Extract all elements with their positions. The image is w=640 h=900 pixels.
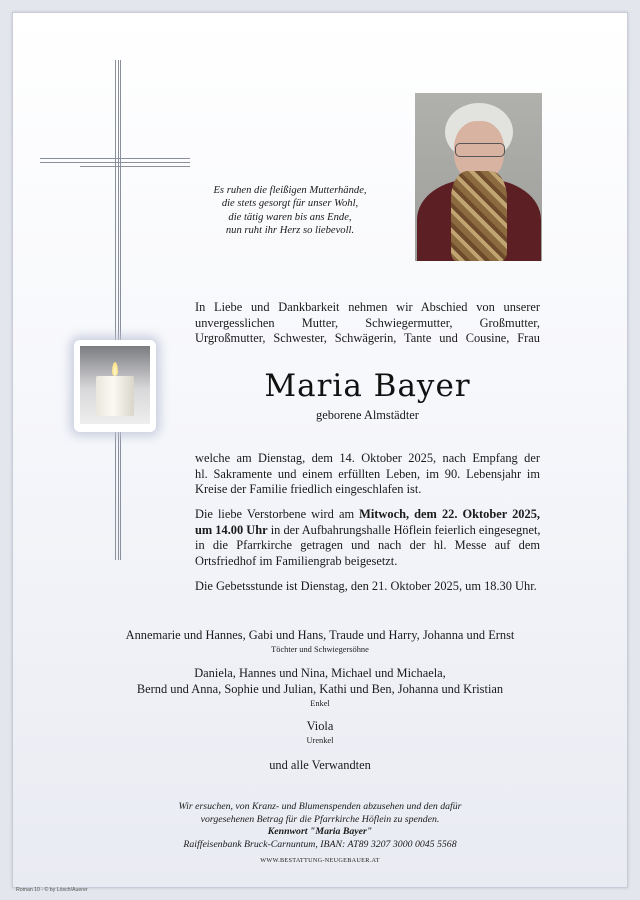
intro-text: [195, 300, 540, 347]
verse-line: die tätig waren bis ans Ende,: [228, 211, 352, 223]
prayer-paragraph: [195, 579, 540, 595]
birth-name: geborene Almstädter: [316, 408, 419, 422]
relatives: und alle Verwandten: [269, 758, 371, 772]
verse-line: die stets gesorgt für unser Wohl,: [221, 198, 359, 210]
children-names: Annemarie und Hannes, Gabi und Hans, Traude und Harry, Johanna und Ernst: [125, 628, 515, 642]
prayer-text: Die Gebetsstunde ist Dienstag, den 21. Oktober 2025, um 18.30 Uhr.: [195, 579, 537, 593]
grandchildren-names: Daniela, Hannes und Nina, Michael und Michaela,: [194, 666, 446, 680]
intro-line: In Liebe und Dankbarkeit nehmen wir Abschied von unserer: [195, 300, 540, 314]
death-paragraph: [195, 451, 540, 498]
death-line: hl. Sakramente und einem erfüllten Leben, im 90. Lebensjahr im: [195, 466, 540, 481]
funeral-time: um 14.00 Uhr: [195, 522, 268, 537]
donation-line: Wir ersuchen, von Kranz- und Blumenspenden abzusehen und den dafür: [178, 801, 462, 812]
candle-body: [96, 376, 134, 416]
website: WWW.BESTATTUNG-NEUGEBAUER.AT: [260, 857, 380, 864]
footnote: Roman 10 - © by Lösch/Auerer: [16, 887, 88, 893]
portrait-photo: [415, 93, 542, 261]
deceased-name: Maria Bayer: [264, 368, 471, 404]
verse: [175, 184, 405, 238]
children-label: Töchter und Schwiegersöhne: [271, 645, 369, 654]
bank-details: Raiffeisenbank Bruck-Carnuntum, IBAN: AT89 3207 3000 0045 5568: [183, 838, 457, 850]
candle-icon: [74, 340, 156, 432]
funeral-text: in der Aufbahrungshalle Höflein feierlich eingesegnet,: [267, 522, 541, 537]
donation-note: [120, 801, 520, 851]
funeral-paragraph: [195, 507, 540, 569]
funeral-text: Die liebe Verstorbene wird am: [195, 507, 360, 521]
great-grandchildren-label: Urenkel: [306, 736, 334, 745]
grandchildren-names: Bernd und Anna, Sophie und Julian, Kathi und Ben, Johanna und Kristian: [136, 682, 504, 696]
death-line: Kreise der Familie friedlich eingeschlafen ist.: [195, 482, 422, 497]
funeral-date: Mitwoch, dem 22. Oktober 2025,: [359, 507, 540, 521]
flame-icon: [112, 362, 118, 376]
verse-line: Es ruhen die fleißigen Mutterhände,: [213, 185, 367, 196]
verse-line: nun ruht ihr Herz so liebevoll.: [225, 225, 355, 237]
great-grandchildren-names: Viola: [306, 719, 334, 733]
death-line: welche am Dienstag, dem 14. Oktober 2025, nach Empfang der: [195, 451, 540, 465]
cross-bar: [40, 158, 190, 168]
funeral-text: Ortsfriedhof im Familiengrab beigesetzt.: [195, 553, 398, 568]
grandchildren-label: Enkel: [310, 699, 330, 708]
intro-line: Urgroßmutter, Schwester, Schwägerin, Tante und Cousine, Frau: [195, 331, 540, 346]
funeral-text: in die Pfarrkirche getragen und nach der hl. Messe auf dem: [195, 538, 540, 553]
cross-icon: [115, 60, 121, 560]
intro-line: unvergesslichen Mutter, Schwiegermutter, Großmutter,: [195, 315, 540, 330]
donation-keyword: Kennwort "Maria Bayer": [267, 826, 373, 838]
donation-line: vorgesehenen Betrag für die Pfarrkirche Höflein zu spenden.: [200, 813, 440, 825]
